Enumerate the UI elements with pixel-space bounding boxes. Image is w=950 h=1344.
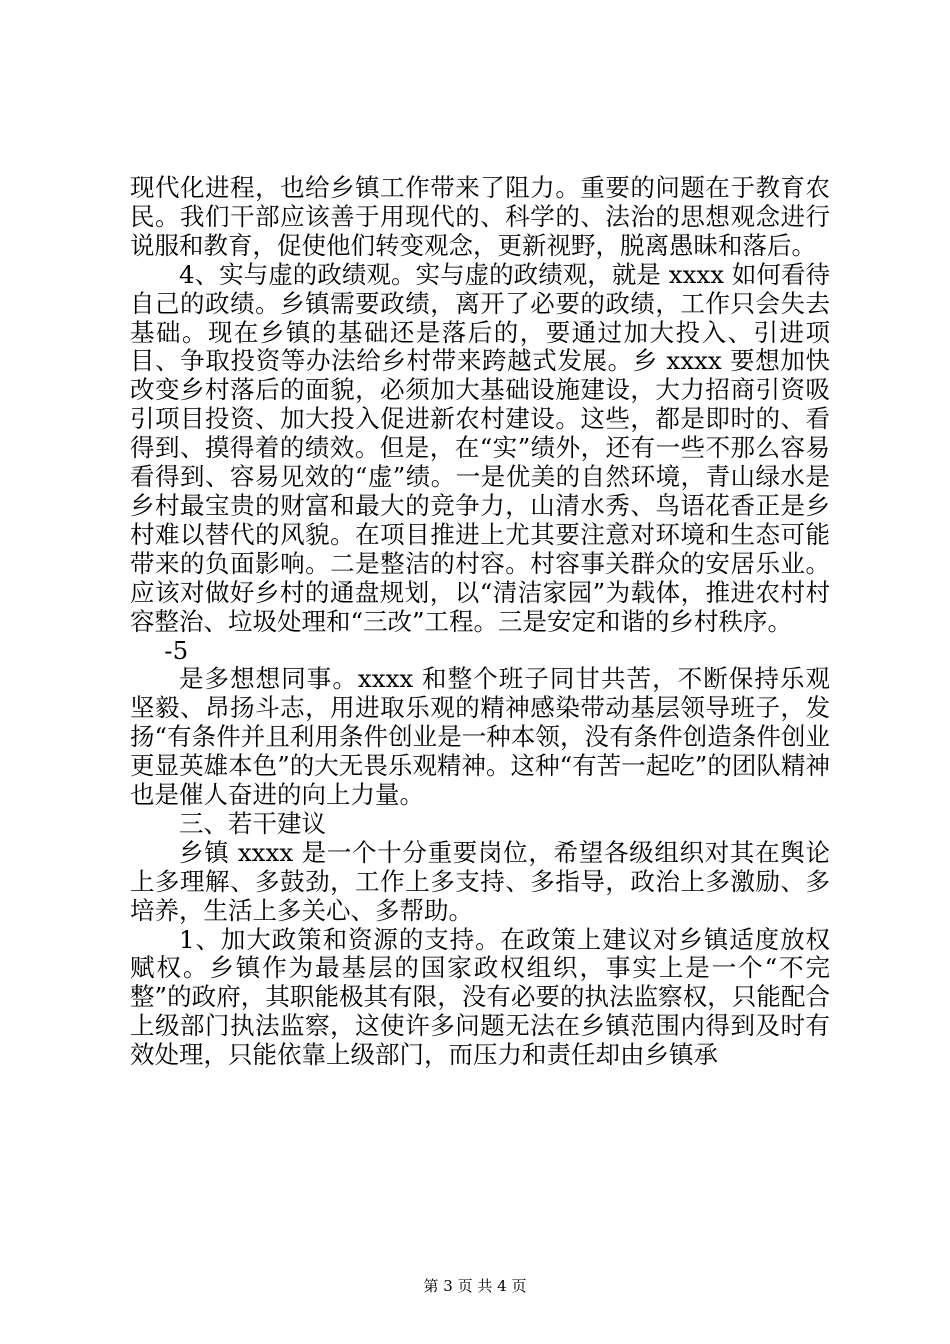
paragraph-continuation: 现代化进程，也给乡镇工作带来了阻力。重要的问题在于教育农民。我们干部应该善于用现代的、科学的、法治的思想观念进行说服和教育，促使他们转变观念，更新视野，脱离愚昧和落后。 xyxy=(130,173,830,260)
document-body xyxy=(130,174,830,1070)
section-heading-suggestions: 三、若干建议 xyxy=(179,808,326,838)
paragraph-suggestions-intro: 乡镇 xxxx 是一个十分重要岗位，希望各级组织对其在舆论上多理解、多鼓劲，工作上多支持、多指导，政治上多激励、多培养，生活上多关心、多帮助。 xyxy=(130,837,830,925)
page-footer: 第 3 页 共 4 页 xyxy=(423,1277,527,1295)
paragraph-political-achievement: 4、实与虚的政绩观。实与虚的政绩观，就是 xxxx 如何看待自己的政绩。乡镇需要政绩，离开了必要的政绩，工作只会失去基础。现在乡镇的基础还是落后的，要通过加大投入、引进项目、争取投资等办法给乡村带来跨越式发展。乡 xxxx 要想加快改变乡村落后的面貌，必须加大基础设施建设，大力招商引资吸引项目投资、加大投入促进新农村建设。这些，都是即时的、看得到、摸得着的绩效。但是，在“实”绩外，还有一些不那么容易看得到、容易见效的“虚”绩。一是优美的自然环境，青山绿水是乡村最宝贵的财富和最大的竞争力，山清水秀、鸟语花香正是乡村难以替代的风貌。在项目推进上尤其要注意对环境和生态可能带来的负面影响。二是整洁的村容。村容事关群众的安居乐业。应该对做好乡村的通盘规划，以“清洁家园”为载体，推进农村村容整治、垃圾处理和“三改”工程。三是安定和谐的乡村秩序。 xyxy=(130,259,830,636)
paragraph-policy-support: 1、加大政策和资源的支持。在政策上建议对乡镇适度放权赋权。乡镇作为最基层的国家政权组织，事实上是一个“不完整”的政府，其职能极其有限，没有必要的执法监察权，只能配合上级部门执法监察，这使许多问题无法在乡镇范围内得到及时有效处理，只能依靠上级部门，而压力和责任却由乡镇承 xyxy=(130,924,830,1070)
paragraph-colleagues: 是多想想同事。xxxx 和整个班子同甘共苦，不断保持乐观坚毅、昂扬斗志，用进取乐观的精神感染带动基层领导班子，发扬“有条件并且利用条件创业是一种本领，没有条件创造条件创业更显英雄本色”的大无畏乐观精神。这种“有苦一起吃”的团队精神也是催人奋进的向上力量。 xyxy=(130,664,830,810)
page-break-marker: -5 xyxy=(164,635,189,665)
